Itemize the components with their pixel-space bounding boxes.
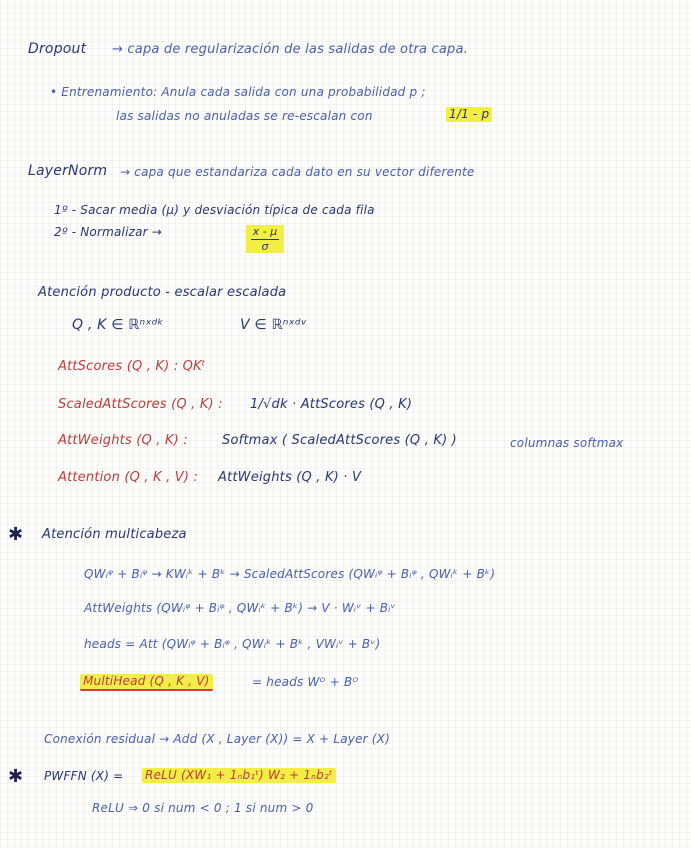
attention-label: Attention (Q , K , V) :: [58, 470, 199, 485]
relu-definition: ReLU ⇒ 0 si num < 0 ; 1 si num > 0: [92, 801, 314, 815]
dropout-training-line1: • Entrenamiento: Anula cada salida con una probabilidad p ;: [50, 85, 426, 99]
layernorm-title: LayerNorm: [28, 163, 108, 179]
v-space: V ∈ ℝⁿˣᵈᵛ: [240, 317, 307, 333]
attweights-note: columnas softmax: [510, 436, 624, 450]
multihead-title: Atención multicabeza: [42, 527, 187, 542]
layernorm-step1: 1º - Sacar media (μ) y desviación típica de cada fila: [54, 203, 375, 217]
dropout-title: Dropout: [28, 41, 87, 57]
fraction-numerator: x - μ: [252, 225, 278, 238]
attweights-label: AttWeights (Q , K) :: [58, 433, 188, 448]
multihead-formula-rest: = heads Wᴼ + Bᴼ: [252, 675, 359, 689]
pwffn-label: PWFFN (X) =: [44, 769, 124, 783]
fraction-denominator: σ: [261, 240, 269, 253]
scaled-attscores-formula: 1/√dk · AttScores (Q , K): [250, 397, 413, 412]
multihead-line2: AttWeights (QWᵢᵠ + Bᵢᵠ , QWᵢᵏ + Bᵏ) → V · Wᵢᵛ + Bᵢᵛ: [84, 601, 396, 615]
residual-connection: Conexión residual → Add (X , Layer (X)) = X + Layer (X): [44, 732, 390, 746]
qk-space: Q , K ∈ ℝⁿˣᵈᵏ: [72, 317, 164, 333]
attention-title: Atención producto - escalar escalada: [38, 285, 287, 300]
pwffn-formula-highlight: ReLU (XW₁ + 1ₙb₁ᵗ) W₂ + 1ₙb₂ᵗ: [142, 768, 336, 783]
normalization-fraction: [246, 225, 284, 253]
scaled-attscores-label: ScaledAttScores (Q , K) :: [58, 397, 223, 412]
bullet-star-icon: ✱: [8, 524, 24, 545]
bullet-star-icon-2: ✱: [8, 766, 24, 787]
attscores-formula: AttScores (Q , K) : QKᵗ: [58, 359, 206, 374]
multihead-line3: heads = Att (QWᵢᵠ + Bᵢᵠ , QWᵢᵏ + Bᵏ , VWᵢᵛ + Bᵛ): [84, 637, 381, 651]
layernorm-definition: → capa que estandariza cada dato en su vector diferente: [120, 165, 475, 179]
multihead-formula-highlight: MultiHead (Q , K , V): [80, 674, 213, 691]
multihead-line1: QWᵢᵠ + Bᵢᵠ → KWᵢᵏ + Bᵏ → ScaledAttScores (QWᵢᵠ + Bᵢᵠ , QWᵢᵏ + Bᵏ): [84, 567, 496, 581]
layernorm-step2: 2º - Normalizar →: [54, 225, 163, 239]
attweights-formula: Softmax ( ScaledAttScores (Q , K) ): [222, 433, 457, 448]
dropout-definition: → capa de regularización de las salidas de otra capa.: [112, 42, 469, 57]
attention-formula: AttWeights (Q , K) · V: [218, 470, 362, 485]
dropout-scale-formula: 1/1 - p: [446, 107, 492, 122]
dropout-training-line2: las salidas no anuladas se re-escalan con: [116, 109, 373, 123]
